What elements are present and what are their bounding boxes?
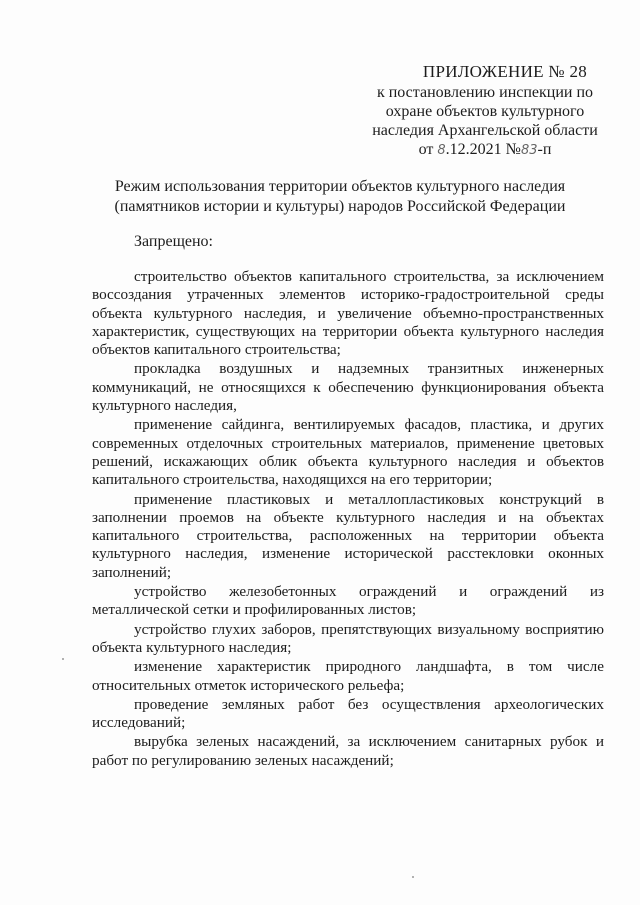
title-line-2: (памятников истории и культуры) народов Российской Федерации xyxy=(114,198,566,215)
scan-speck xyxy=(62,658,64,660)
date-prefix: от xyxy=(418,141,434,158)
prohibition-item: проведение земляных работ без осуществления археологических исследований; xyxy=(92,695,604,732)
resolution-date-line xyxy=(370,140,600,160)
prohibition-item: вырубка зеленых насаждений, за исключением санитарных рубок и работ по регулированию зеленых насаждений; xyxy=(92,733,604,769)
number-suffix: -п xyxy=(537,141,552,158)
scan-speck xyxy=(412,876,414,878)
prohibitions-list xyxy=(92,268,604,771)
header-line-1: к постановлению инспекции по xyxy=(376,84,594,101)
handwritten-number: 83 xyxy=(520,143,538,158)
prohibition-item: применение пластиковых и металлопластиковых конструкций в заполнении проемов на объекте культурного наследия и на объектах капитального строительства, расположенных на территории объекта культурного наследия, изменение исторической расстекловки оконных заполнений; xyxy=(92,490,604,581)
prohibition-item: устройство глухих заборов, препятствующих визуальному восприятию объекта культурного наследия; xyxy=(92,620,604,656)
appendix-header xyxy=(370,62,600,160)
prohibited-label: Запрещено: xyxy=(134,233,213,250)
header-line-2: охране объектов культурного xyxy=(385,103,585,120)
document-title xyxy=(100,177,580,217)
prohibition-item: строительство объектов капитального строительства, за исключением воссоздания утраченных элементов историко-градостроительной среды объекта культурного наследия, и увеличение объемно-пространственных характеристик, существующих на территории объекта культурного наследия объектов капитального строительства; xyxy=(92,268,604,359)
prohibition-item: применение сайдинга, вентилируемых фасадов, пластика, и других современных отделочных строительных материалов, применение цветовых решений, искажающих облик объекта культурного наследия и объектов капитального строительства, находящихся на его территории; xyxy=(92,416,604,489)
header-line-3: наследия Архангельской области xyxy=(372,122,598,139)
appendix-title: ПРИЛОЖЕНИЕ № 28 xyxy=(422,62,588,81)
title-line-1: Режим использования территории объектов культурного наследия xyxy=(114,178,566,195)
prohibition-item: изменение характеристик природного ландшафта, в том числе относительных отметок исторического рельефа; xyxy=(92,658,604,694)
handwritten-day: 8 xyxy=(437,143,446,158)
prohibition-item: прокладка воздушных и надземных транзитных инженерных коммуникаций, не относящихся к обеспечению функционирования объекта культурного наследия, xyxy=(92,360,604,415)
prohibition-item: устройство железобетонных ограждений и ограждений из металлической сетки и профилированных листов; xyxy=(92,583,604,619)
date-rest: .12.2021 № xyxy=(445,141,521,158)
